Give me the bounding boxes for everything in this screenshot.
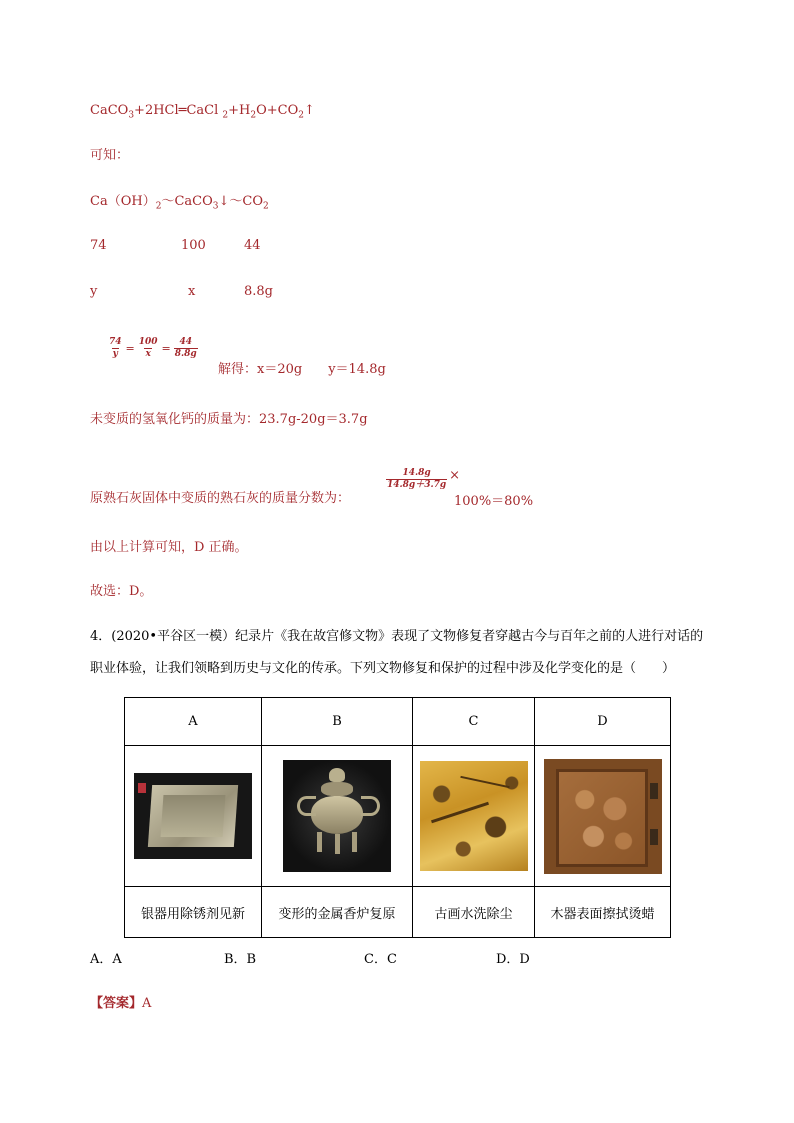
answer-label: 【答案】	[90, 996, 143, 1011]
mass-co2: 44	[244, 238, 261, 253]
proportion-equation: $\frac{74}{y}$ = $\frac{100}{x}$ = $\frac{44}{8.8g}$	[109, 337, 197, 359]
incense-burner-photo	[283, 760, 391, 872]
known-label: 可知：	[90, 148, 130, 163]
fraction-44-8.8g: $\frac{44}{8.8g}$	[174, 337, 197, 359]
ancient-painting-photo	[420, 761, 528, 871]
table-label-b: 变形的金属香炉复原	[262, 887, 413, 938]
fraction-label: 原熟石灰固体中变质的熟石灰的质量分数为：	[90, 491, 351, 506]
table-header-d: D	[535, 698, 671, 746]
mass-ca-oh: 74	[90, 238, 107, 253]
table-header-a: A	[125, 698, 262, 746]
choice-text: 故选：D。	[90, 584, 153, 599]
fraction-100-x: $\frac{100}{x}$	[138, 337, 158, 359]
table-label-c: 古画水洗除尘	[413, 887, 535, 938]
relation-formula: $Ca(OH)_2\sim CaCO_3↓\sim CO_2$	[90, 194, 269, 212]
options-table	[124, 697, 671, 938]
table-label-d: 木器表面擦拭烫蜡	[535, 887, 671, 938]
fraction-74-y: $\frac{74}{y}$	[109, 337, 122, 359]
unchanged-mass: 未变质的氢氧化钙的质量为：23.7g-20g＝3.7g	[90, 412, 368, 427]
fraction-result: 100%＝80%	[454, 494, 534, 509]
carved-wood-photo	[544, 759, 662, 874]
mass-caco3: 100	[181, 238, 206, 253]
question-line-1: 4．(2020•平谷区一模）纪录片《我在故宫修文物》表现了文物修复者穿越古今与百年之前的人进行对话的	[90, 629, 704, 644]
conclusion-text: 由以上计算可知，D 正确。	[90, 540, 248, 555]
chemical-equation: CaCO$_3$+2HCl═CaCl $_2+H_2O+CO_2↑$	[90, 103, 315, 121]
option-d[interactable]: D．D	[496, 952, 530, 967]
table-label-a: 银器用除锈剂见新	[125, 887, 262, 938]
var-co2-mass: 8.8g	[244, 284, 273, 299]
fraction-14.8: $\frac{14.8g}{14.8g+3.7g}$	[387, 468, 447, 490]
answer-line	[90, 992, 151, 1011]
var-y: y	[90, 284, 98, 299]
result-text: 解得：x＝20g y＝14.8g	[218, 362, 386, 377]
question-line-2: 职业体验，让我们领略到历史与文化的传承。下列文物修复和保护的过程中涉及化学变化的是（ ）	[90, 661, 676, 676]
option-b[interactable]: B．B	[224, 952, 257, 967]
silver-box-photo	[134, 773, 252, 859]
option-c[interactable]: C．C	[364, 952, 397, 967]
option-a[interactable]: A．A	[90, 952, 122, 967]
table-header-b: B	[262, 698, 413, 746]
var-x: x	[188, 284, 196, 299]
answer-value: A	[142, 996, 152, 1011]
mass-fraction-expression: $\frac{14.8g}{14.8g+3.7g}$ ×	[387, 468, 461, 490]
table-header-c: C	[413, 698, 535, 746]
